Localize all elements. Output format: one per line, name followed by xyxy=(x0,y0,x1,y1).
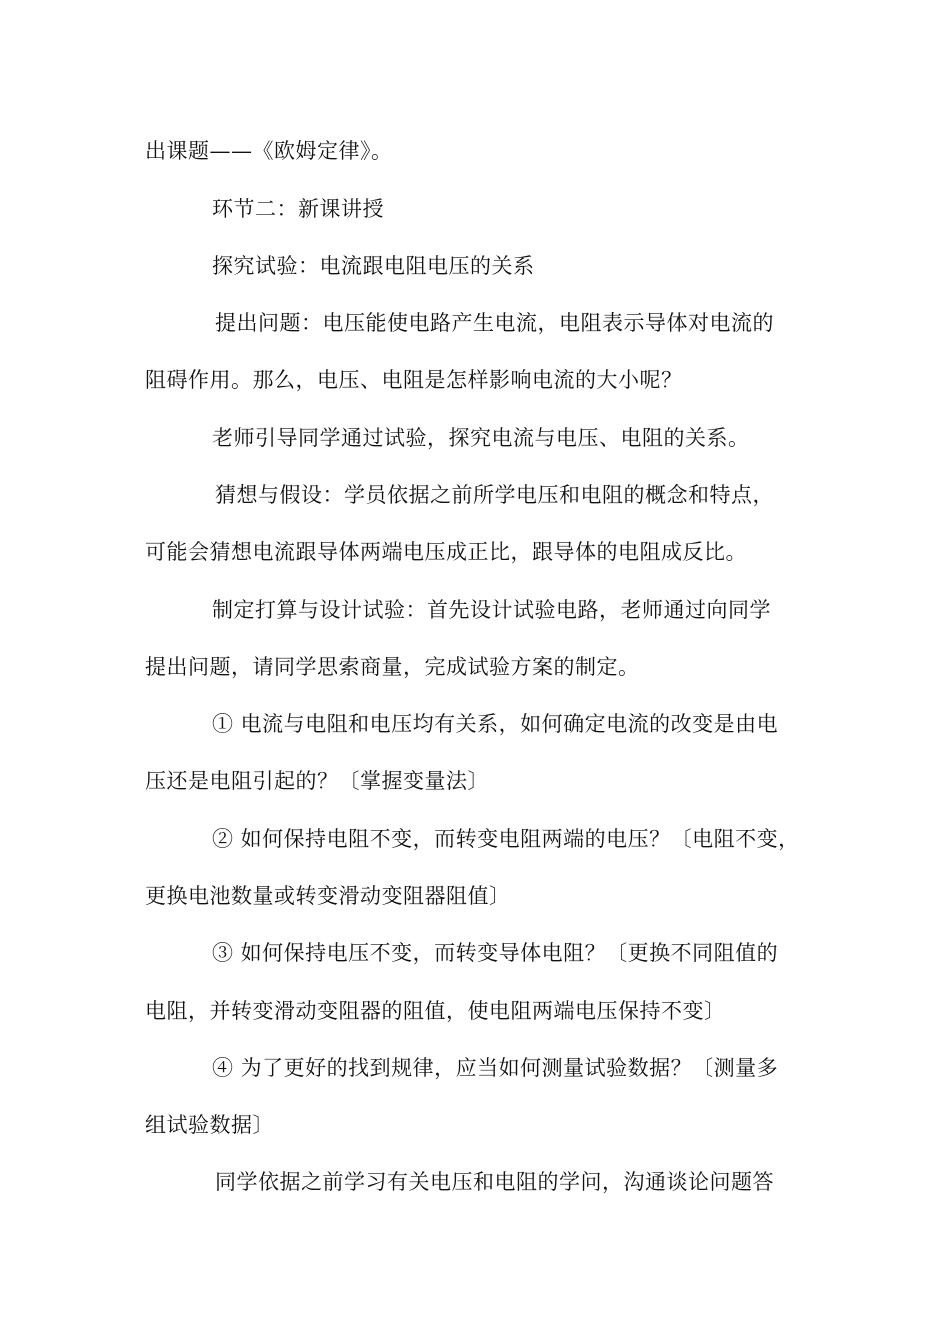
text-line: 提出问题：电压能使电路产生电流，电阻表示导体对电流的 xyxy=(215,311,774,335)
text-line: 阻碍作用。那么，电压、电阻是怎样影响电流的大小呢？ xyxy=(145,368,683,392)
text-line: 探究试验：电流跟电阻电压的关系 xyxy=(212,254,535,278)
text-line: 制定打算与设计试验：首先设计试验电路，老师通过向同学 xyxy=(212,598,771,622)
text-line: 老师引导同学通过试验，探究电流与电压、电阻的关系。 xyxy=(212,426,750,450)
text-line: 出课题——《欧姆定律》。 xyxy=(145,139,393,163)
list-item: ② 如何保持电阻不变，而转变电阻两端的电压？〔电阻不变， xyxy=(212,827,800,851)
text-line: 猜想与假设：学员依据之前所学电压和电阻的概念和特点， xyxy=(215,483,774,507)
text-line: 电阻，并转变滑动变阻器的阻值，使电阻两端电压保持不变〕 xyxy=(145,999,726,1023)
list-item: ③ 如何保持电压不变，而转变导体电阻？〔更换不同阻值的 xyxy=(212,941,779,965)
list-item: ① 电流与电阻和电压均有关系，如何确定电流的改变是由电 xyxy=(212,712,779,736)
text-line: 同学依据之前学习有关电压和电阻的学问，沟通谈论问题答 xyxy=(215,1170,774,1194)
list-item: ④ 为了更好的找到规律，应当如何测量试验数据？〔测量多 xyxy=(212,1056,779,1080)
text-line: 更换电池数量或转变滑动变阻器阻值〕 xyxy=(145,884,511,908)
section-heading: 环节二：新课讲授 xyxy=(212,197,384,221)
text-line: 压还是电阻引起的？〔掌握变量法〕 xyxy=(145,769,489,793)
text-line: 组试验数据〕 xyxy=(145,1113,274,1137)
text-line: 可能会猜想电流跟导体两端电压成正比，跟导体的电阻成反比。 xyxy=(145,540,747,564)
text-line: 提出问题，请同学思索商量，完成试验方案的制定。 xyxy=(145,655,640,679)
